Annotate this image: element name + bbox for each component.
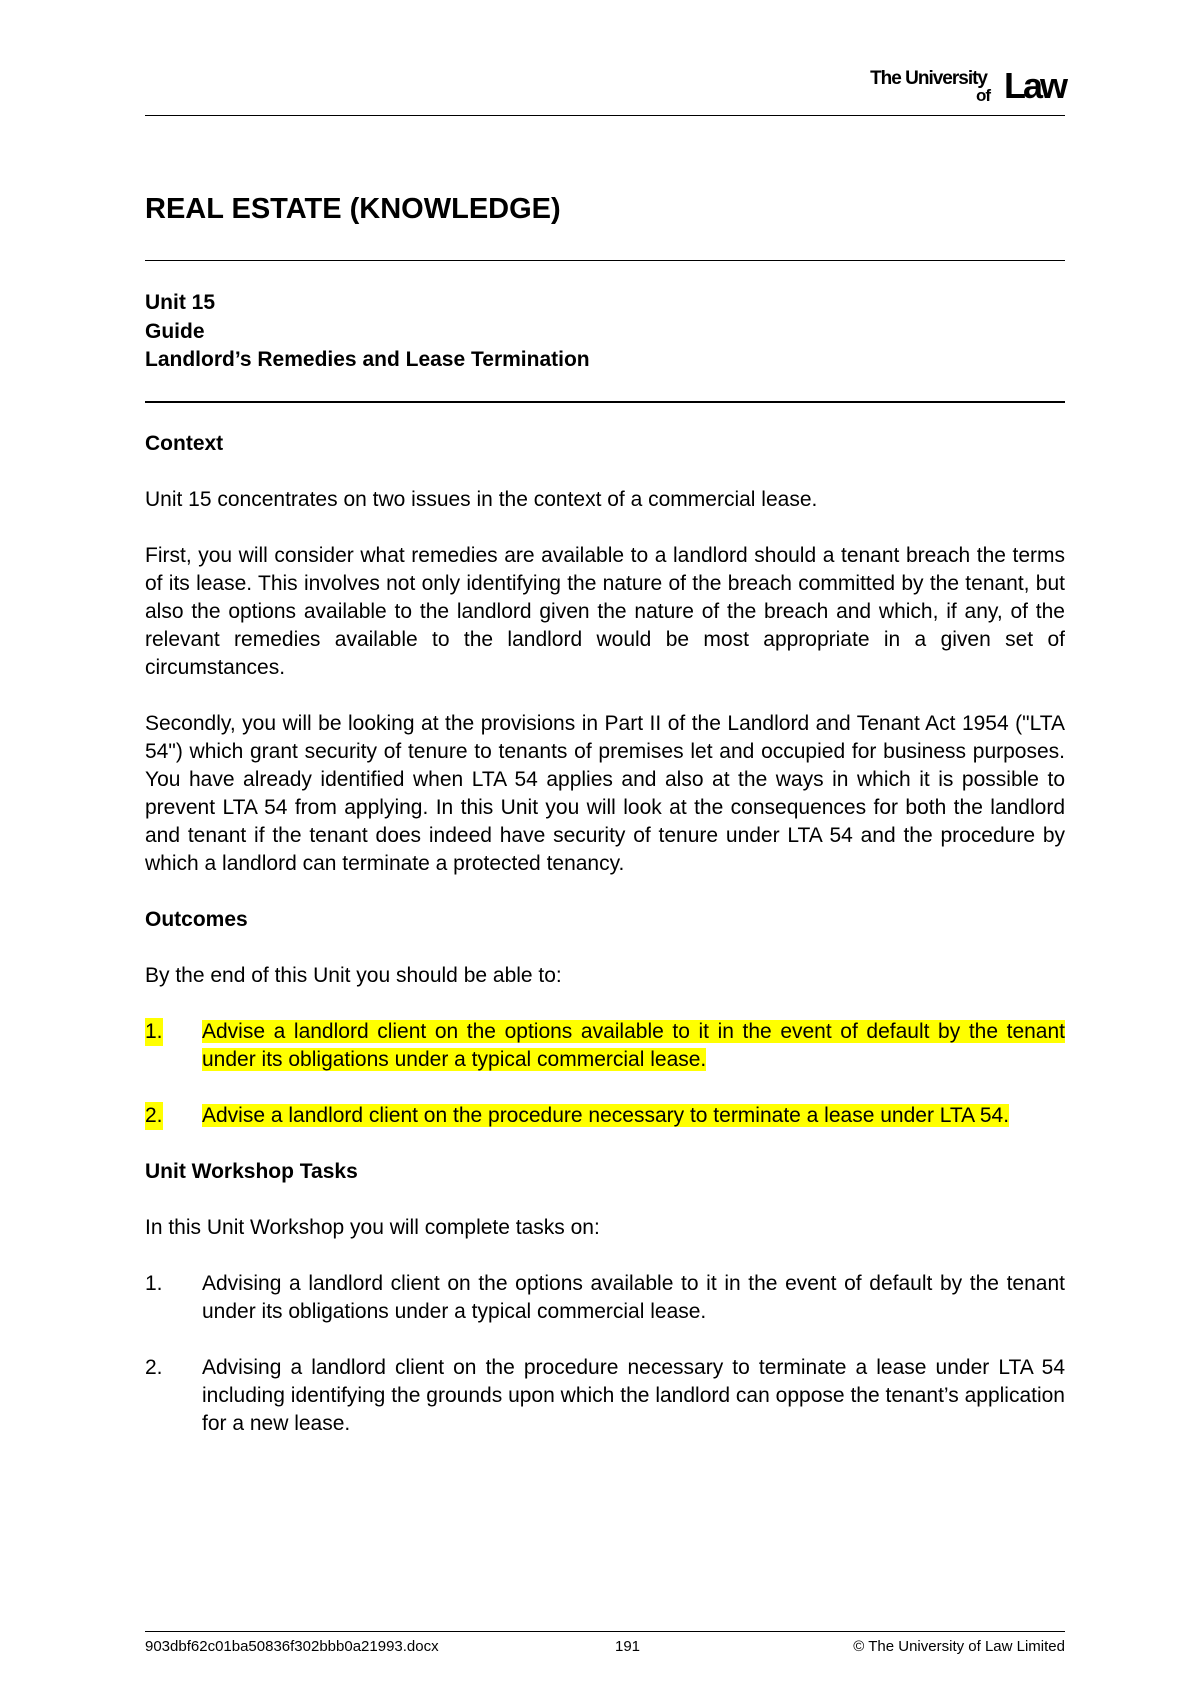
- unit-heading-block: [145, 289, 590, 375]
- unit-rule: [145, 401, 1065, 403]
- logo-line-2: of: [975, 86, 990, 105]
- unit-topic: Landlord’s Remedies and Lease Termination: [145, 348, 590, 371]
- title-rule: [145, 260, 1065, 261]
- list-item-number: 2.: [145, 1356, 163, 1379]
- list-item: [145, 1354, 1065, 1438]
- university-of-law-logo: [855, 64, 1065, 110]
- workshop-heading: Unit Workshop Tasks: [145, 1160, 358, 1183]
- outcomes-heading: Outcomes: [145, 908, 248, 931]
- list-item-number: 2.: [145, 1102, 163, 1130]
- unit-type: Guide: [145, 319, 205, 343]
- list-item-number: 1.: [145, 1272, 163, 1295]
- list-item-text: Advise a landlord client on the procedure necessary to terminate a lease under LTA 54.: [202, 1104, 1010, 1127]
- context-paragraph-2: First, you will consider what remedies are available to a landlord should a tenant breach the terms of its lease. This involves not only identifying the nature of the breach committed by the tenant, but also the options available to the landlord given the nature of the breach and which, if any, of the relevant remedies available to the landlord would be most appropriate in a given set of circumstances.: [145, 544, 1065, 679]
- list-item: [145, 1102, 1065, 1130]
- unit-number: Unit 15: [145, 291, 216, 314]
- workshop-list: [145, 1270, 1065, 1438]
- footer-filename: 903dbf62c01ba50836f302bbb0a21993.docx: [145, 1638, 439, 1655]
- footer-rule: [145, 1631, 1065, 1632]
- document-page: [145, 0, 1065, 1698]
- context-paragraph-1: Unit 15 concentrates on two issues in the context of a commercial lease.: [145, 488, 818, 511]
- document-body: [145, 430, 1065, 1466]
- logo-line-3: Law: [1003, 65, 1065, 106]
- outcomes-intro: By the end of this Unit you should be able to:: [145, 964, 562, 987]
- logo-line-1: The University: [870, 68, 987, 89]
- outcomes-list: [145, 1018, 1065, 1130]
- list-item-number: 1.: [145, 1018, 163, 1046]
- list-item-text: Advising a landlord client on the options available to it in the event of default by the tenant under its obligations under a typical commercial lease.: [202, 1272, 1065, 1323]
- list-item: [145, 1270, 1065, 1326]
- context-heading: Context: [145, 432, 224, 455]
- footer-copyright: © The University of Law Limited: [853, 1638, 1065, 1655]
- header-rule: [145, 115, 1065, 116]
- context-paragraph-3: Secondly, you will be looking at the provisions in Part II of the Landlord and Tenant Act 1954 ("LTA 54") which grant security of tenure to tenants of premises let and occupied for business purposes. You have already identified when LTA 54 applies and also at the ways in which it is possible to prevent LTA 54 from applying. In this Unit you will look at the consequences for both the landlord and tenant if the tenant does indeed have security of tenure under LTA 54 and the procedure by which a landlord can terminate a protected tenancy.: [145, 712, 1065, 875]
- list-item-text: Advise a landlord client on the options available to it in the event of default by the tenant under its obligations under a typical commercial lease.: [202, 1020, 1065, 1071]
- footer-page-number: 191: [615, 1638, 641, 1655]
- list-item: [145, 1018, 1065, 1074]
- workshop-intro: In this Unit Workshop you will complete tasks on:: [145, 1216, 600, 1239]
- document-title: REAL ESTATE (KNOWLEDGE): [145, 193, 561, 225]
- list-item-text: Advising a landlord client on the procedure necessary to terminate a lease under LTA 54 including identifying the grounds upon which the landlord can oppose the tenant’s application for a new lease.: [202, 1356, 1065, 1435]
